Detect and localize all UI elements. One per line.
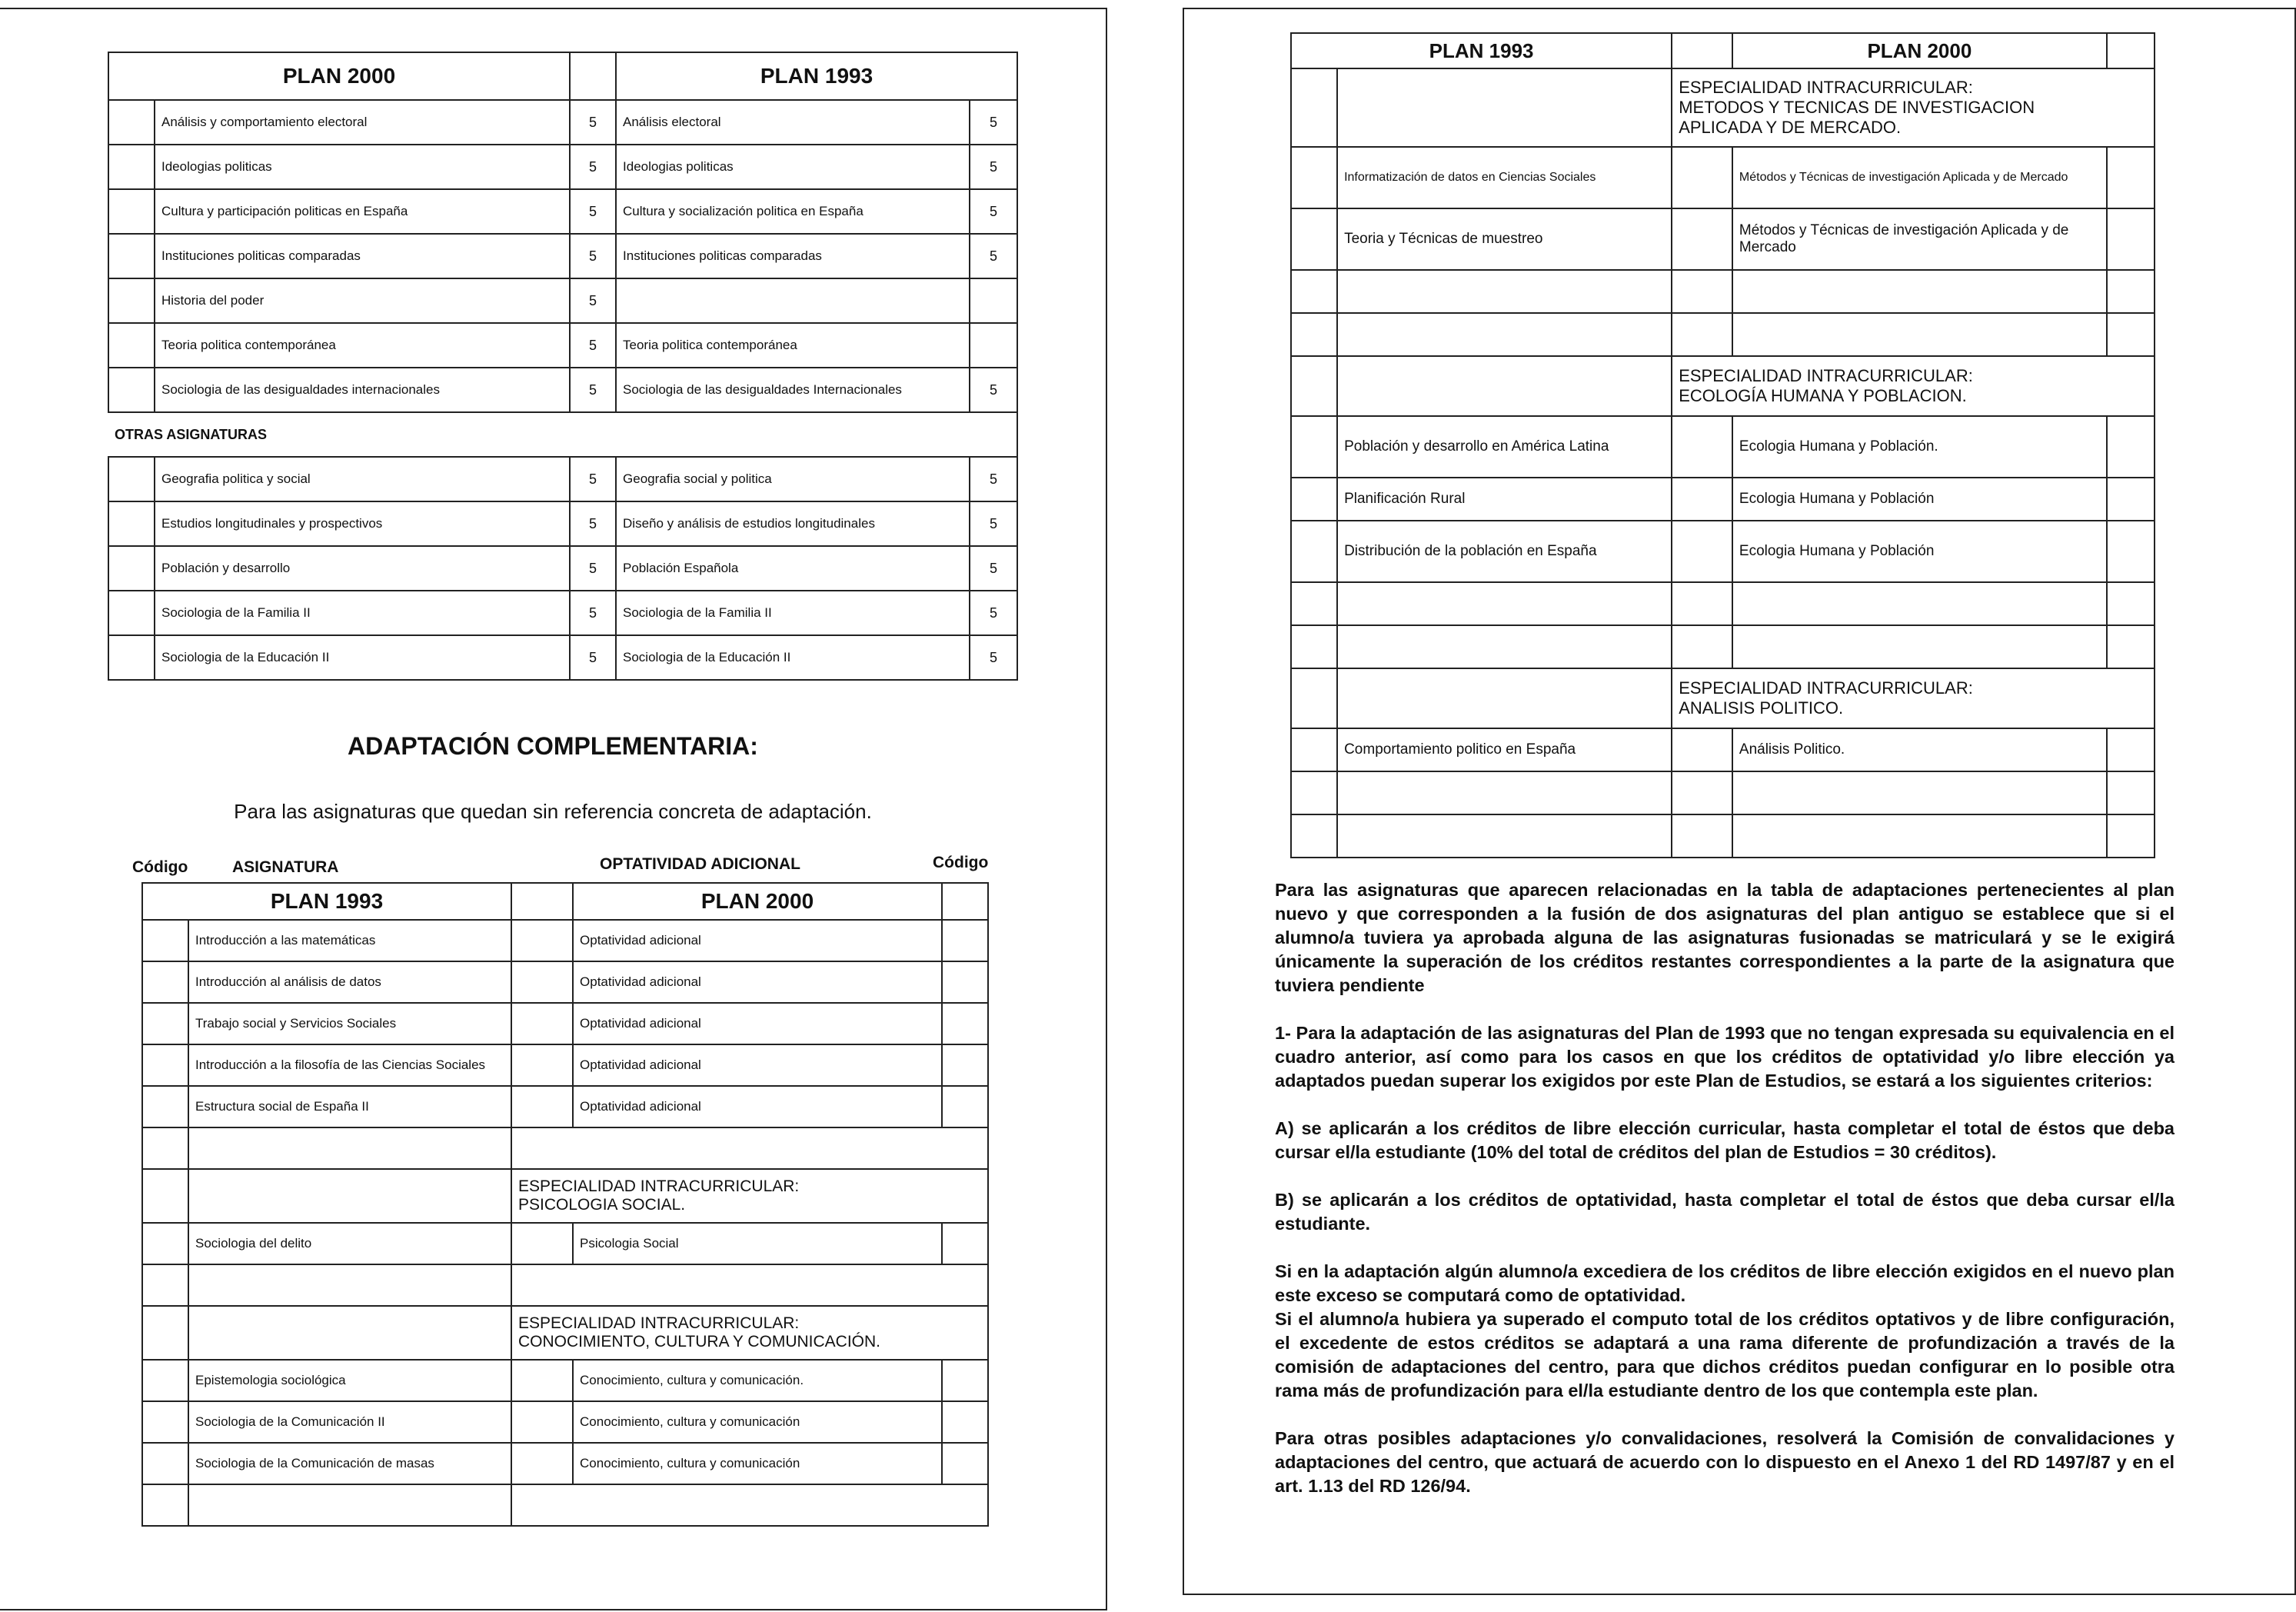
- specialty-name: METODOS Y TECNICAS DE INVESTIGACION: [1679, 98, 2035, 117]
- code-cell: [942, 1443, 988, 1484]
- empty-cell: [1672, 416, 1732, 478]
- code-cell: [2107, 625, 2155, 668]
- table-header-row: [108, 52, 1017, 100]
- empty-cell: [1732, 313, 2107, 356]
- table-row: [108, 591, 1017, 635]
- code-cell: [1291, 521, 1337, 582]
- subject-plan-2000: Sociologia de las desigualdades internacionales: [155, 368, 570, 412]
- credits-plan-2000: 5: [570, 189, 616, 234]
- specialty-row: [142, 1306, 988, 1360]
- table-row: [1291, 521, 2155, 582]
- subject-plan-1993: [616, 278, 970, 323]
- credits-plan-1993: 5: [970, 501, 1017, 546]
- code-cell: [142, 1169, 188, 1223]
- adaptacion-title: ADAPTACIÓN COMPLEMENTARIA:: [348, 732, 758, 760]
- table-row: [1291, 208, 2155, 270]
- code-cell: [2107, 416, 2155, 478]
- empty-cell: [188, 1169, 511, 1223]
- specialty-row: [142, 1169, 988, 1223]
- code-cell: [2107, 582, 2155, 625]
- empty-cell: [511, 1443, 573, 1484]
- empty-cell: [511, 961, 573, 1003]
- specialty-row: [1291, 356, 2155, 416]
- table-row: [1291, 728, 2155, 771]
- code-cell: [142, 1443, 188, 1484]
- code-cell: [1291, 208, 1337, 270]
- code-cell: [108, 145, 155, 189]
- table-row: [142, 1127, 988, 1169]
- credits-plan-2000: 5: [570, 501, 616, 546]
- table-row: [108, 546, 1017, 591]
- subject-plan-2000: Optatividad adicional: [573, 1086, 942, 1127]
- code-cell: [1291, 582, 1337, 625]
- code-cell: [942, 961, 988, 1003]
- col-optatividad: OPTATIVIDAD ADICIONAL: [600, 855, 800, 873]
- code-cell: [142, 1484, 188, 1526]
- empty-cell: [1672, 521, 1732, 582]
- table-row: [142, 1360, 988, 1401]
- empty-cell: [511, 1360, 573, 1401]
- code-cell: [1291, 478, 1337, 521]
- code-cell: [142, 1003, 188, 1044]
- code-cell: [142, 1086, 188, 1127]
- table-row: [142, 1086, 988, 1127]
- subject-plan-2000: Conocimiento, cultura y comunicación: [573, 1443, 942, 1484]
- paragraph: B) se aplicarán a los créditos de optatividad, hasta completar el total de éstos que deba cursar el/la estudiante.: [1275, 1190, 2175, 1234]
- subject-plan-2000: Geografia politica y social: [155, 457, 570, 501]
- subject-plan-1993: Sociologia de la Familia II: [616, 591, 970, 635]
- specialty-row: [1291, 68, 2155, 147]
- code-cell: [108, 546, 155, 591]
- subject-plan-1993: Planificación Rural: [1337, 478, 1672, 521]
- code-cell: [108, 278, 155, 323]
- subject-plan-1993: Ideologias politicas: [616, 145, 970, 189]
- subject-plan-2000: Estudios longitudinales y prospectivos: [155, 501, 570, 546]
- code-cell: [142, 1044, 188, 1086]
- empty-cell: [511, 1003, 573, 1044]
- subject-plan-2000: Optatividad adicional: [573, 920, 942, 961]
- empty-cell: [511, 1086, 573, 1127]
- subject-plan-2000: Optatividad adicional: [573, 961, 942, 1003]
- section-row: [108, 412, 1017, 457]
- code-cell: [1291, 728, 1337, 771]
- subject-plan-1993: Sociologia de las desigualdades Internacionales: [616, 368, 970, 412]
- credits-plan-1993: 5: [970, 635, 1017, 680]
- code-cell: [142, 1264, 188, 1306]
- subject-plan-2000: Optatividad adicional: [573, 1003, 942, 1044]
- code-cell: [2107, 814, 2155, 858]
- specialty-title: [511, 1306, 988, 1360]
- subject-plan-2000: Ecologia Humana y Población: [1732, 478, 2107, 521]
- specialty-title: [1672, 356, 2155, 416]
- code-cell: [108, 100, 155, 145]
- subject-plan-2000: Población y desarrollo: [155, 546, 570, 591]
- table-optatividad-adicional: [141, 882, 989, 1527]
- code-cell: [2107, 728, 2155, 771]
- empty-cell: [1672, 582, 1732, 625]
- header-empty-cell: [511, 883, 573, 920]
- code-cell: [142, 961, 188, 1003]
- header-empty-cell: [942, 883, 988, 920]
- credits-plan-2000: 5: [570, 145, 616, 189]
- table-row: [142, 961, 988, 1003]
- table-row: [142, 920, 988, 961]
- code-cell: [108, 591, 155, 635]
- credits-plan-1993: 5: [970, 457, 1017, 501]
- subject-plan-2000: Métodos y Técnicas de investigación Aplicada y de Mercado: [1732, 208, 2107, 270]
- code-cell: [142, 920, 188, 961]
- subject-plan-2000: Optatividad adicional: [573, 1044, 942, 1086]
- subject-plan-2000: Ecologia Humana y Población.: [1732, 416, 2107, 478]
- code-cell: [1291, 814, 1337, 858]
- table-row: [108, 457, 1017, 501]
- table-row: [142, 1443, 988, 1484]
- specialty-label: ESPECIALIDAD INTRACURRICULAR:: [1679, 78, 1973, 97]
- code-cell: [1291, 416, 1337, 478]
- empty-cell: [1672, 270, 1732, 313]
- code-cell: [942, 1003, 988, 1044]
- empty-cell: [188, 1484, 511, 1526]
- table-header-row: [1291, 33, 2155, 68]
- subject-plan-1993: Informatización de datos en Ciencias Sociales: [1337, 147, 1672, 208]
- col-codigo-left: Código: [132, 858, 188, 876]
- code-cell: [942, 920, 988, 961]
- subject-plan-1993: Introducción a las matemáticas: [188, 920, 511, 961]
- subject-plan-2000: Análisis Politico.: [1732, 728, 2107, 771]
- table-row: [1291, 582, 2155, 625]
- credits-plan-1993: 5: [970, 100, 1017, 145]
- empty-cell: [1337, 771, 1672, 814]
- header-empty-cell: [2107, 33, 2155, 68]
- credits-plan-1993: [970, 278, 1017, 323]
- empty-cell: [1732, 582, 2107, 625]
- subject-plan-2000: Historia del poder: [155, 278, 570, 323]
- subject-plan-1993: Epistemologia sociológica: [188, 1360, 511, 1401]
- subject-plan-2000: Psicologia Social: [573, 1223, 942, 1264]
- empty-cell: [1337, 625, 1672, 668]
- credits-plan-1993: 5: [970, 189, 1017, 234]
- code-cell: [108, 457, 155, 501]
- specialty-label: ESPECIALIDAD INTRACURRICULAR:: [518, 1177, 800, 1195]
- header-plan-2000: PLAN 2000: [1732, 33, 2107, 68]
- right-page: [1183, 8, 2296, 1595]
- code-cell: [942, 1086, 988, 1127]
- code-cell: [2107, 208, 2155, 270]
- table-row: [1291, 147, 2155, 208]
- empty-cell: [1337, 356, 1672, 416]
- credits-plan-2000: 5: [570, 635, 616, 680]
- header-plan-2000: PLAN 2000: [108, 52, 570, 100]
- subject-plan-1993: Diseño y análisis de estudios longitudinales: [616, 501, 970, 546]
- subject-plan-1993: Sociologia de la Educación II: [616, 635, 970, 680]
- credits-plan-2000: 5: [570, 100, 616, 145]
- credits-plan-1993: 5: [970, 591, 1017, 635]
- credits-plan-2000: 5: [570, 323, 616, 368]
- header-plan-1993: PLAN 1993: [142, 883, 511, 920]
- empty-cell: [1672, 208, 1732, 270]
- table-plan2000-plan1993: [108, 52, 1018, 681]
- subject-plan-1993: Estructura social de España II: [188, 1086, 511, 1127]
- subject-plan-1993: Teoria politica contemporánea: [616, 323, 970, 368]
- code-cell: [942, 1044, 988, 1086]
- paragraph: Para las asignaturas que aparecen relacionadas en la tabla de adaptaciones pertenecientes al plan nuevo y que corresponden a la fusión de dos asignaturas del plan antiguo se establece que si el alumno/a tuviera ya aprobada alguna de las asignaturas fusionadas se matriculará y se le exigirá únicamente la superación de los créditos restantes correspondientes a la parte de la asignatura que tuviera pendiente: [1275, 880, 2175, 995]
- specialty-title: [1672, 668, 2155, 728]
- code-cell: [1291, 147, 1337, 208]
- code-cell: [2107, 478, 2155, 521]
- specialty-name: CONOCIMIENTO, CULTURA Y COMUNICACIÓN.: [518, 1333, 881, 1351]
- table-row: [142, 1484, 988, 1526]
- header-plan-1993: PLAN 1993: [616, 52, 1017, 100]
- col-asignatura: ASIGNATURA: [232, 858, 339, 876]
- header-empty-cell: [1672, 33, 1732, 68]
- empty-cell: [1337, 582, 1672, 625]
- subject-plan-2000: Sociologia de la Familia II: [155, 591, 570, 635]
- credits-plan-1993: 5: [970, 234, 1017, 278]
- table-row: [1291, 478, 2155, 521]
- empty-cell: [511, 1401, 573, 1443]
- empty-cell: [1672, 147, 1732, 208]
- table-row: [142, 1223, 988, 1264]
- empty-cell: [1337, 668, 1672, 728]
- left-page: [0, 8, 1107, 1610]
- empty-cell: [1672, 814, 1732, 858]
- code-cell: [1291, 356, 1337, 416]
- paragraphs-block: [1275, 878, 2175, 1522]
- code-cell: [142, 1306, 188, 1360]
- table-row: [1291, 416, 2155, 478]
- code-cell: [942, 1360, 988, 1401]
- empty-cell: [511, 920, 573, 961]
- specialty-label: ESPECIALIDAD INTRACURRICULAR:: [1679, 366, 1973, 385]
- subject-plan-2000: Sociologia de la Educación II: [155, 635, 570, 680]
- subject-plan-1993: Sociologia de la Comunicación II: [188, 1401, 511, 1443]
- header-plan-1993: PLAN 1993: [1291, 33, 1672, 68]
- table-row: [142, 1044, 988, 1086]
- table-row: [108, 278, 1017, 323]
- credits-plan-2000: 5: [570, 278, 616, 323]
- subject-plan-1993: Población Española: [616, 546, 970, 591]
- specialty-name: ANALISIS POLITICO.: [1679, 698, 1844, 718]
- subject-plan-2000: Ideologias politicas: [155, 145, 570, 189]
- specialty-label: ESPECIALIDAD INTRACURRICULAR:: [518, 1314, 800, 1332]
- section-label-otras-asignaturas: OTRAS ASIGNATURAS: [108, 412, 1017, 457]
- subject-plan-2000: Teoria politica contemporánea: [155, 323, 570, 368]
- code-cell: [942, 1223, 988, 1264]
- code-cell: [1291, 625, 1337, 668]
- code-cell: [1291, 313, 1337, 356]
- empty-cell: [1337, 68, 1672, 147]
- code-cell: [2107, 147, 2155, 208]
- code-cell: [108, 234, 155, 278]
- table-header-row: [142, 883, 988, 920]
- empty-cell: [1672, 728, 1732, 771]
- subject-plan-1993: Distribución de la población en España: [1337, 521, 1672, 582]
- subject-plan-1993: Geografia social y politica: [616, 457, 970, 501]
- empty-cell: [1337, 270, 1672, 313]
- subject-plan-1993: Comportamiento politico en España: [1337, 728, 1672, 771]
- code-cell: [1291, 668, 1337, 728]
- credits-plan-1993: [970, 323, 1017, 368]
- table-row: [108, 501, 1017, 546]
- code-cell: [142, 1223, 188, 1264]
- credits-plan-2000: 5: [570, 457, 616, 501]
- header-empty-cell: [570, 52, 616, 100]
- code-cell: [1291, 270, 1337, 313]
- empty-cell: [1337, 313, 1672, 356]
- empty-cell: [511, 1044, 573, 1086]
- empty-cell: [511, 1223, 573, 1264]
- code-cell: [2107, 521, 2155, 582]
- empty-cell: [511, 1264, 988, 1306]
- empty-cell: [1672, 313, 1732, 356]
- table-row: [108, 234, 1017, 278]
- empty-cell: [1732, 771, 2107, 814]
- subject-plan-1993: Introducción al análisis de datos: [188, 961, 511, 1003]
- credits-plan-2000: 5: [570, 591, 616, 635]
- specialty-title: [1672, 68, 2155, 147]
- code-cell: [108, 323, 155, 368]
- subject-plan-2000: Ecologia Humana y Población: [1732, 521, 2107, 582]
- code-cell: [942, 1401, 988, 1443]
- empty-cell: [1337, 814, 1672, 858]
- table-row: [108, 368, 1017, 412]
- subject-plan-1993: Población y desarrollo en América Latina: [1337, 416, 1672, 478]
- credits-plan-1993: 5: [970, 368, 1017, 412]
- empty-cell: [188, 1306, 511, 1360]
- subject-plan-1993: Sociologia del delito: [188, 1223, 511, 1264]
- table-row: [108, 145, 1017, 189]
- table-row: [142, 1264, 988, 1306]
- subject-plan-1993: Instituciones politicas comparadas: [616, 234, 970, 278]
- code-cell: [2107, 270, 2155, 313]
- subject-plan-2000: Conocimiento, cultura y comunicación.: [573, 1360, 942, 1401]
- table-especialidades: [1290, 32, 2155, 858]
- table-row: [1291, 814, 2155, 858]
- code-cell: [142, 1127, 188, 1169]
- table-row: [142, 1003, 988, 1044]
- subject-plan-1993: Análisis electoral: [616, 100, 970, 145]
- table-row: [1291, 625, 2155, 668]
- credits-plan-1993: 5: [970, 145, 1017, 189]
- empty-cell: [1672, 478, 1732, 521]
- subject-plan-2000: Métodos y Técnicas de investigación Aplicada y de Mercado: [1732, 147, 2107, 208]
- code-cell: [1291, 68, 1337, 147]
- specialty-name: ECOLOGÍA HUMANA Y POBLACION.: [1679, 386, 1967, 405]
- empty-cell: [188, 1264, 511, 1306]
- empty-cell: [511, 1127, 988, 1169]
- paragraph: Para otras posibles adaptaciones y/o convalidaciones, resolverá la Comisión de convalidaciones y adaptaciones del centro, que actuará de acuerdo con lo dispuesto en el Anexo 1 del RD 1497/87 y en el art. 1.13 del RD 126/94.: [1275, 1428, 2175, 1496]
- table-row: [1291, 270, 2155, 313]
- code-cell: [108, 501, 155, 546]
- table-row: [108, 323, 1017, 368]
- paragraph: Si en la adaptación algún alumno/a excediera de los créditos de libre elección exigidos en el nuevo plan este exceso se computará como de optatividad.: [1275, 1261, 2175, 1305]
- subject-plan-1993: Introducción a la filosofía de las Ciencias Sociales: [188, 1044, 511, 1086]
- paragraph: 1- Para la adaptación de las asignaturas del Plan de 1993 que no tengan expresada su equivalencia en el cuadro anterior, así como para los casos en que los créditos de optatividad y/o libre elección ya adaptados puedan superar los exigidos por este Plan de Estudios, se estará a los siguientes criterios:: [1275, 1023, 2175, 1091]
- table-row: [1291, 313, 2155, 356]
- specialty-name: PSICOLOGIA SOCIAL.: [518, 1196, 686, 1214]
- subject-plan-2000: Conocimiento, cultura y comunicación: [573, 1401, 942, 1443]
- header-plan-2000: PLAN 2000: [573, 883, 942, 920]
- code-cell: [108, 189, 155, 234]
- col-codigo-right: Código: [933, 854, 989, 871]
- adaptacion-subtitle: Para las asignaturas que quedan sin referencia concreta de adaptación.: [234, 800, 872, 823]
- specialty-row: [1291, 668, 2155, 728]
- code-cell: [2107, 313, 2155, 356]
- subject-plan-1993: Cultura y socialización politica en España: [616, 189, 970, 234]
- subject-plan-1993: Teoria y Técnicas de muestreo: [1337, 208, 1672, 270]
- table-row: [1291, 771, 2155, 814]
- table-row: [108, 189, 1017, 234]
- specialty-title: [511, 1169, 988, 1223]
- empty-cell: [1732, 270, 2107, 313]
- code-cell: [1291, 771, 1337, 814]
- empty-cell: [188, 1127, 511, 1169]
- empty-cell: [1672, 771, 1732, 814]
- subject-plan-1993: Sociologia de la Comunicación de masas: [188, 1443, 511, 1484]
- table-row: [108, 635, 1017, 680]
- subject-plan-1993: Trabajo social y Servicios Sociales: [188, 1003, 511, 1044]
- table-row: [142, 1401, 988, 1443]
- specialty-label: ESPECIALIDAD INTRACURRICULAR:: [1679, 678, 1973, 698]
- subject-plan-2000: Análisis y comportamiento electoral: [155, 100, 570, 145]
- empty-cell: [511, 1484, 988, 1526]
- paragraph: Si el alumno/a hubiera ya superado el computo total de los créditos optativos y de libre configuración, el excedente de estos créditos se adaptará a una rama diferente de profundización a través de la comisión de adaptaciones del centro, para que dichos créditos puedan configurar en lo posible otra rama más de profundización para el/la estudiante dentro de los que contempla este plan.: [1275, 1309, 2175, 1401]
- subject-plan-2000: Instituciones politicas comparadas: [155, 234, 570, 278]
- code-cell: [142, 1360, 188, 1401]
- paragraph: A) se aplicarán a los créditos de libre elección curricular, hasta completar el total de éstos que deba cursar el/la estudiante (10% del total de créditos del plan de Estudios = 30 créditos).: [1275, 1118, 2175, 1162]
- code-cell: [2107, 771, 2155, 814]
- credits-plan-2000: 5: [570, 368, 616, 412]
- credits-plan-1993: 5: [970, 546, 1017, 591]
- specialty-name: APLICADA Y DE MERCADO.: [1679, 118, 1902, 137]
- code-cell: [108, 368, 155, 412]
- code-cell: [142, 1401, 188, 1443]
- code-cell: [108, 635, 155, 680]
- credits-plan-2000: 5: [570, 234, 616, 278]
- empty-cell: [1732, 814, 2107, 858]
- table-row: [108, 100, 1017, 145]
- credits-plan-2000: 5: [570, 546, 616, 591]
- subject-plan-2000: Cultura y participación politicas en España: [155, 189, 570, 234]
- empty-cell: [1672, 625, 1732, 668]
- empty-cell: [1732, 625, 2107, 668]
